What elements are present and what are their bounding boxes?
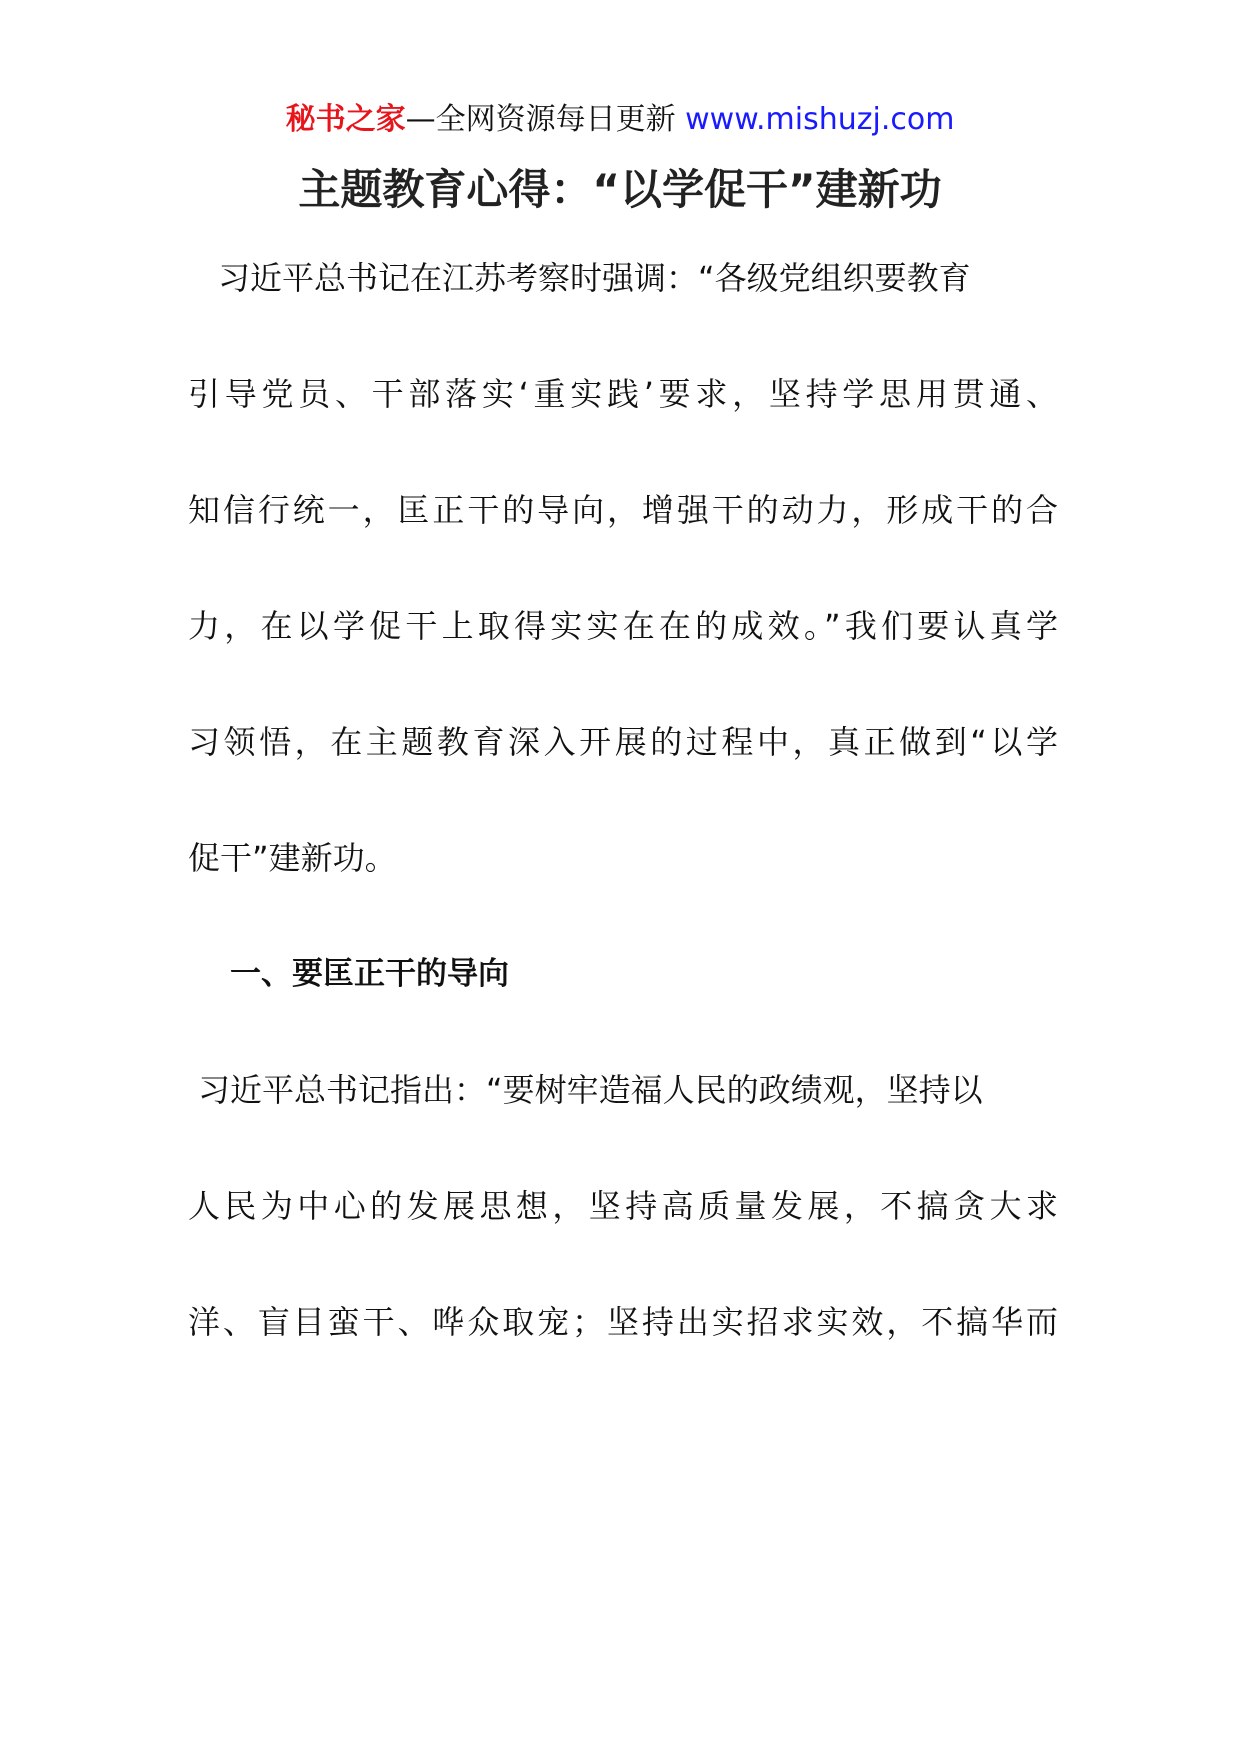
site-url-link[interactable]: www.mishuzj.com bbox=[685, 102, 955, 137]
paragraph-line: 人民为中心的发展思想，坚持高质量发展，不搞贪大求 bbox=[188, 1187, 1058, 1225]
brand-name: 秘书之家 bbox=[285, 102, 406, 137]
section-heading: 一、要匡正干的导向 bbox=[230, 956, 509, 992]
paragraph-line: 洋、盲目蛮干、哗众取宠；坚持出实招求实效，不搞华而 bbox=[188, 1303, 1058, 1341]
paragraph-line: 习领悟，在主题教育深入开展的过程中，真正做到“以学 bbox=[188, 723, 1058, 761]
paragraph-line: 习近平总书记指出：“要树牢造福人民的政绩观，坚持以 bbox=[198, 1071, 983, 1109]
paragraph-line: 知信行统一，匡正干的导向，增强干的动力，形成干的合 bbox=[188, 491, 1058, 529]
page-title: 主题教育心得：“以学促干”建新功 bbox=[298, 165, 942, 214]
site-header bbox=[0, 100, 1240, 140]
paragraph-line: 促干”建新功。 bbox=[188, 839, 397, 877]
paragraph-line: 引导党员、干部落实‘重实践’要求，坚持学思用贯通、 bbox=[188, 375, 1058, 413]
header-tagline: —全网资源每日更新 bbox=[405, 102, 686, 137]
paragraph-line: 力，在以学促干上取得实实在在的成效。”我们要认真学 bbox=[188, 607, 1058, 645]
paragraph-line: 习近平总书记在江苏考察时强调：“各级党组织要教育 bbox=[218, 259, 971, 297]
